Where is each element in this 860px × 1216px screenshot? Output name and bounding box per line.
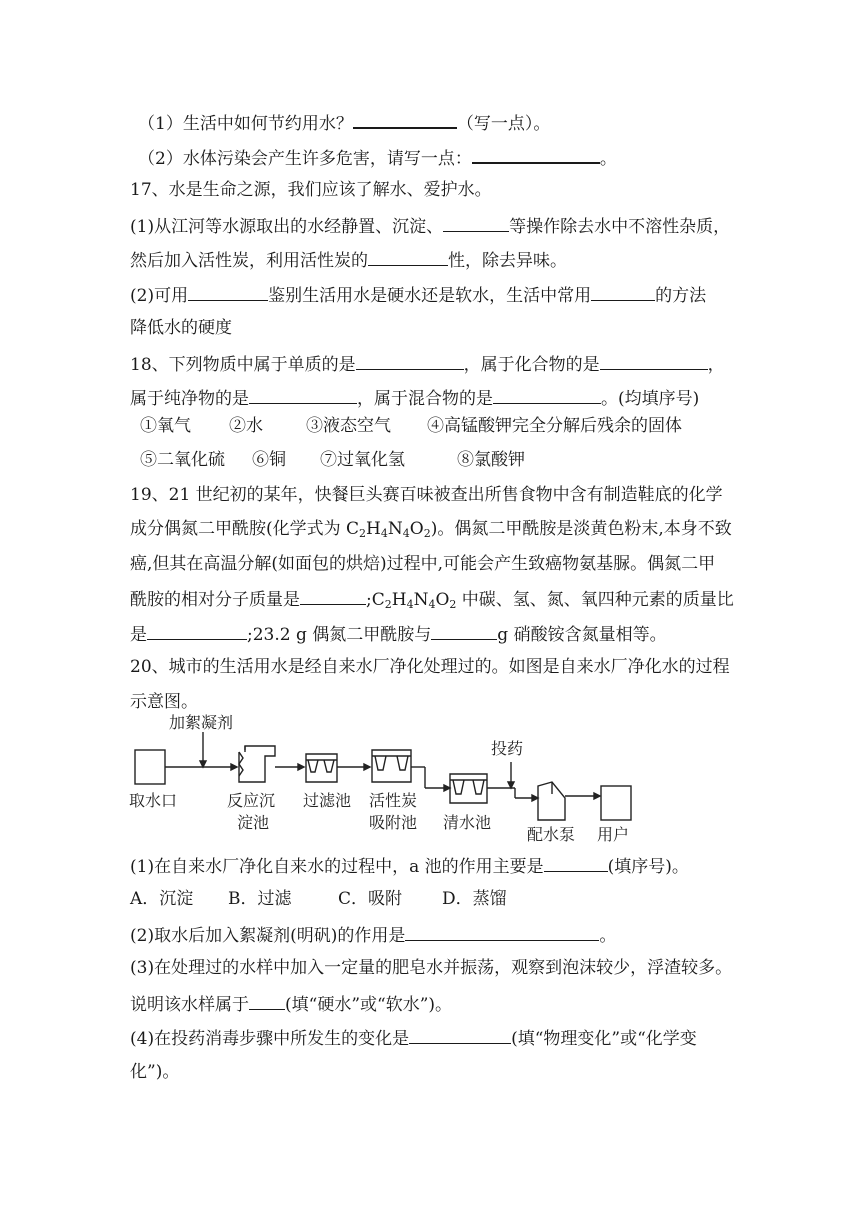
q20-line1: 20、城市的生活用水是经自来水厂净化处理过的。如图是自来水厂净化水的过程 [130,657,730,677]
q17-text: 鉴别生活用水是硬水还是软水，生活中常用 [268,286,592,306]
answer-blank[interactable] [249,387,357,404]
q19-text: )。偶氮二甲酰胺是淡黄色粉末,本身不致 [430,519,732,539]
q19-text: 中碳、氢、氮、氧四种元素的质量比 [456,590,734,610]
q18-options-row1 [140,416,682,436]
answer-blank[interactable] [405,924,599,941]
q18-option: ⑦过氧化氢 [320,450,405,470]
subscript: 2 [423,527,431,540]
water-treatment-diagram [125,710,645,845]
q20-sub2 [130,924,616,946]
answer-blank[interactable] [300,588,366,605]
label-pump: 配水泵 [527,825,576,844]
q19-text: O [409,519,424,539]
answer-blank[interactable] [443,215,509,232]
reaction-tank [239,746,275,782]
answer-blank[interactable] [409,1027,511,1044]
answer-blank[interactable] [249,993,285,1010]
q16-part2 [138,146,617,169]
q19-text: H [391,590,407,610]
q16-part1 [138,111,550,134]
q19-text: 酰胺的相对分子质量是 [130,590,300,610]
label-reaction-2: 淀池 [237,813,270,832]
q19-text: 是 [130,625,147,645]
label-clear: 清水池 [443,813,492,832]
q18-text: ，属于混合物的是 [357,389,493,409]
q17-part1-line1 [130,215,730,237]
q18-option: ①氧气 [140,416,191,436]
q17-text: 然后加入活性炭，利用活性炭的 [130,251,368,271]
subscript: 4 [402,527,410,540]
answer-blank[interactable] [353,111,457,129]
q19-line3: 癌,但其在高温分解(如面包的烘焙)过程中,可能会产生致癌物氨基脲。偶氮二甲 [130,554,716,574]
choice-c: C．吸附 [338,889,403,909]
q19-text: O [435,590,450,610]
q17-text: (2)可用 [130,286,189,306]
subscript: 4 [380,527,388,540]
q20-choices [130,889,507,909]
q19-text: N [387,519,403,539]
answer-blank[interactable] [368,249,448,266]
q19-line1: 19、21 世纪初的某年，快餐巨头赛百味被查出所售食物中含有制造鞋底的化学 [130,485,723,505]
label-dosing: 投药 [491,739,524,758]
q18-text: 属于纯净物的是 [130,389,249,409]
label-carbon-2: 吸附池 [369,813,418,832]
answer-blank[interactable] [472,146,600,164]
q17-text: (1)从江河等水源取出的水经静置、沉淀、 [130,217,444,237]
q19-text: H [366,519,381,539]
answer-blank[interactable] [356,353,464,370]
label-carbon-1: 活性炭 [369,791,418,810]
label-flocculant: 加絮凝剂 [169,713,234,732]
q19-text: ;23.2 g 偶氮二甲酰胺与 [247,625,432,645]
q17-part1-line2 [130,249,567,271]
q18-option: ④高锰酸钾完全分解后残余的固体 [427,416,682,436]
q16-part1-suffix: （写一点）。 [456,114,551,134]
q16-part1-text: （1）生活中如何节约用水？ [138,114,353,134]
q18-line2 [130,387,699,409]
label-user: 用户 [597,825,630,844]
label-reaction-1: 反应沉 [227,791,276,810]
answer-blank[interactable] [188,284,268,301]
q18-option: ②水 [229,416,263,436]
q20-text: (填序号)。 [607,857,689,877]
q20-sub3-line2 [130,993,452,1015]
q18-option: ⑤二氧化硫 [140,450,225,470]
q17-text: 的方法 [655,286,707,306]
q18-text: 。(均填序号) [601,389,700,409]
q20-sub1 [130,855,689,877]
choice-a: A．沉淀 [130,889,194,909]
answer-blank[interactable] [431,623,497,640]
q19-text: ;C [366,590,385,610]
q19-line5 [130,623,667,645]
q18-option: ③液态空气 [306,416,391,436]
q19-text: N [413,590,429,610]
answer-blank[interactable] [591,284,655,301]
choice-b: B．过滤 [228,889,292,909]
q16-part2-suffix: 。 [599,149,617,169]
q19-text: g 硝酸铵含氮量相等。 [497,625,667,645]
q19-line2 [130,519,732,544]
choice-d: D．蒸馏 [442,889,507,909]
q19-text: 成分偶氮二甲酰胺(化学式为 C [130,519,360,539]
subscript: 2 [449,598,457,611]
q17-text: 等操作除去水中不溶性杂质， [509,217,731,237]
answer-blank[interactable] [493,387,601,404]
clear-water-tank [450,774,487,803]
q18-text: 18、下列物质中属于单质的是 [130,355,356,375]
q19-line4 [130,588,734,615]
q17-text: 性，除去异味。 [448,251,567,271]
answer-blank[interactable] [147,623,247,640]
q18-text: ，属于化合物的是 [463,355,600,375]
answer-blank[interactable] [544,855,608,872]
q17-part2-line1 [130,284,706,306]
q20-text: (1)在自来水厂净化自来水的过程中，a 池的作用主要是 [130,857,544,877]
q18-options-row2 [140,450,525,470]
q20-line2: 示意图。 [130,692,198,712]
q20-text: (填“硬水”或“软水”)。 [285,995,453,1015]
answer-blank[interactable] [600,353,708,370]
q20-text: (4)在投药消毒步骤中所发生的变化是 [130,1029,410,1049]
subscript: 4 [428,598,436,611]
q20-text: (填“物理变化”或“化学变 [511,1029,697,1049]
subscript: 2 [359,527,367,540]
intake-box [135,750,165,784]
q20-sub4-line2: 化”)。 [130,1062,180,1082]
subscript: 2 [384,598,392,611]
q18-option: ⑥铜 [252,450,286,470]
q16-part2-text: （2）水体污染会产生许多危害，请写一点： [138,149,472,169]
label-filter: 过滤池 [303,791,352,810]
q17-stem: 17、水是生命之源，我们应该了解水、爱护水。 [130,180,492,200]
q20-text: 说明该水样属于 [130,995,249,1015]
user-box [601,786,631,820]
q18-option: ⑧氯酸钾 [457,450,525,470]
subscript: 4 [406,598,414,611]
q20-sub3-line1: (3)在处理过的水样中加入一定量的肥皂水并振荡，观察到泡沫较少，浮渣较多。 [130,958,733,978]
q18-text: ， [707,355,725,375]
q20-sub4-line1 [130,1027,697,1049]
q17-part2-line2: 降低水的硬度 [130,318,232,338]
q20-text: (2)取水后加入絮凝剂(明矾)的作用是 [130,926,406,946]
q18-line1 [130,353,725,375]
q20-text: 。 [599,926,617,946]
label-intake: 取水口 [129,791,178,810]
